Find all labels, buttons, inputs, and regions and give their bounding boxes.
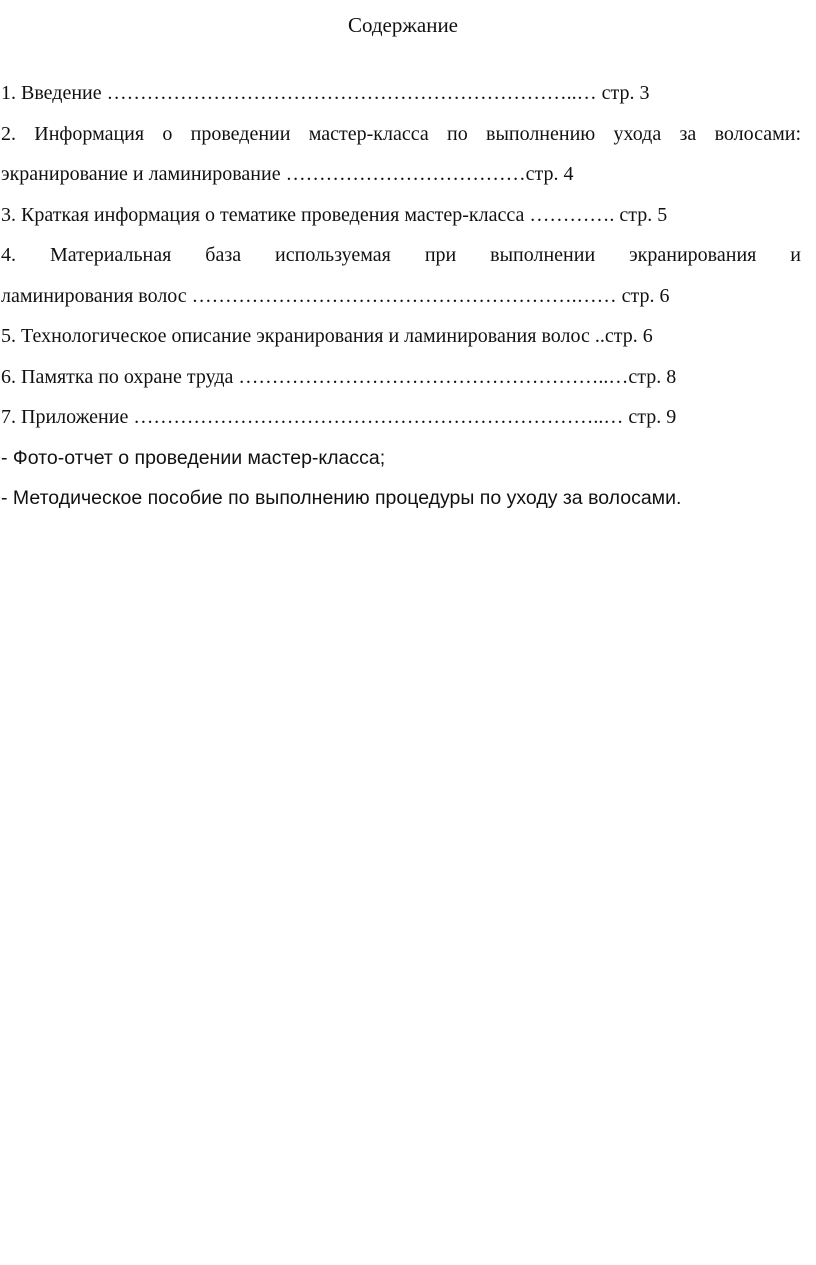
toc-entry-safety-memo: 6. Памятка по охране труда ………………………………………………..…стр. 8: [1, 365, 677, 388]
toc-entry-appendix: 7. Приложение ……………………………………………………………..… стр. 9: [1, 406, 677, 428]
toc-entry-introduction: 1. Введение ……………………………………………………………..… стр. 3: [1, 82, 650, 104]
toc-entry-brief-info: 3. Краткая информация о тематике проведения мастер-класса …………. стр. 5: [1, 203, 668, 226]
toc-entry-masterclass-info-line2: экранирование и ламинирование ………………………………стр. 4: [1, 163, 574, 185]
toc-entry-technology-description: 5. Технологическое описание экранирования и ламинирования волос ..стр. 6: [1, 325, 653, 347]
toc-entry-material-base-line1: 4. Материальная база используемая при выполнении экранирования и: [1, 244, 801, 266]
table-of-contents: [1, 73, 801, 519]
toc-entry-masterclass-info-line1: 2. Информация о проведении мастер-класса по выполнению ухода за волосами:: [1, 122, 801, 145]
toc-subentry-photo-report: - Фото-отчет о проведении мастер-класса;: [1, 446, 386, 469]
toc-title: Содержание: [347, 13, 459, 37]
toc-entry-material-base-line2: ламинирования волос ………………………………………………….…… стр. 6: [1, 284, 670, 307]
toc-subentry-methodical-guide: - Методическое пособие по выполнению процедуры по уходу за волосами.: [1, 487, 682, 509]
